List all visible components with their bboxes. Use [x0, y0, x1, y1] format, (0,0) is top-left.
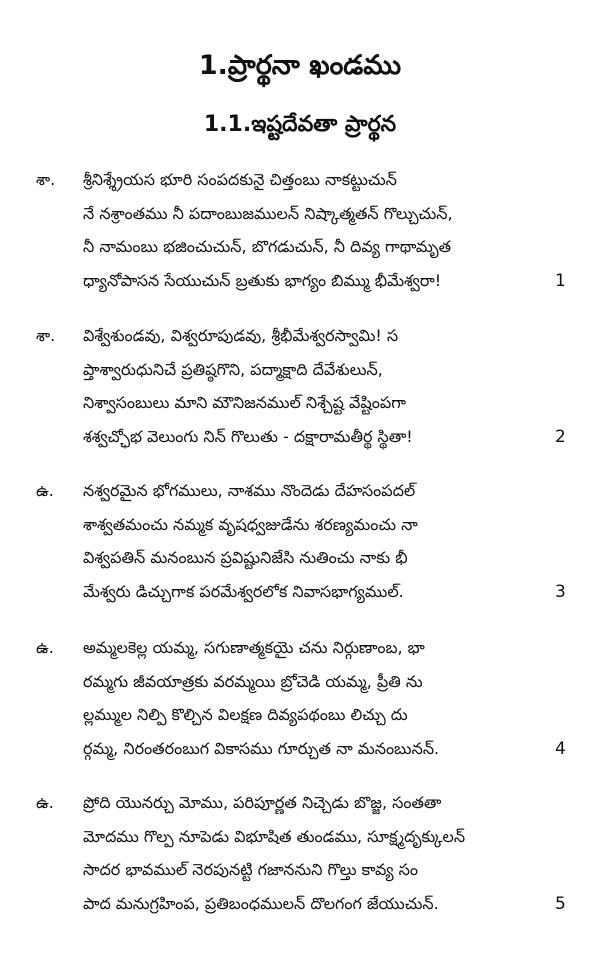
verse-number: 3 [555, 582, 566, 602]
verse-line: పాద మనుగ్రహింప, ప్రతిబంధములన్ దొలగంగ జేయుచున్. [83, 894, 439, 913]
section-subtitle: 1.1.ఇష్టదేవతా ప్రార్థన [203, 112, 397, 137]
verse-line: ప్తాశ్వారుధునిచే ప్రతిష్ఠగొని, పద్మాక్షాది దేవేశులున్, [83, 360, 383, 379]
verse-line: శాశ్వతమంచు నమ్మక వృషధ్వజుడేను శరణ్యమంచు నా [83, 515, 418, 534]
verse-number: 5 [555, 894, 566, 914]
verse-line: శశ్వచ్ఛోభ వెలుంగు నిన్ గొలుతు - దక్షారామతీర్థ స్థితా! [83, 427, 413, 446]
verse-number: 2 [555, 427, 566, 447]
verse-line: విశ్వపతిన్ మనంబున ప్రవిష్టునిజేసి నుతించు నాకు భీ [83, 548, 408, 567]
verse-line: సాదర భావముల్ నెరపునట్టి గజాననుని గొల్తు కావ్య సం [83, 860, 419, 879]
verse-line: నిశ్వాసంబులు మాని మౌనిజనముల్ నిశ్చేష్ట వేష్టింపగా [83, 393, 406, 412]
verse-meter: ఉ. [36, 793, 54, 812]
page-title: 1.ప్రార్థనా ఖండము [198, 50, 402, 81]
verse-line: అమ్మలకెల్ల యమ్మ, సగుణాత్మకయై చను నిర్గుణాంబ, భా [83, 638, 425, 657]
verse-line: శ్రీనిశ్శ్రేయస భూరి సంపదకునై చిత్తంబు నాకట్టుచున్ [83, 170, 397, 189]
verse-line: ర్గమ్మ, నిరంతరంబుగ వికాసము గూర్చుత నా మనంబునన్. [83, 739, 440, 758]
verse-line: ల్లమ్ముల నిల్పి కొల్చిన విలక్షణ దివ్యపథంబు లిచ్చు దు [83, 705, 408, 724]
verse-line: మేశ్వరు డిచ్చుగాక పరమేశ్వరలోక నివాసభాగ్యముల్. [83, 582, 404, 601]
verse-line: నే నశ్రాంతము నీ పదాంబుజములన్ నిష్కాత్మతన్ గొల్చుచున్, [83, 204, 453, 223]
verse-line: నీ నామంబు భజించుచున్, బొగడుచున్, నీ దివ్య గాథామృత [83, 237, 452, 256]
verse-meter: ఉ. [36, 481, 54, 500]
verse-number: 4 [555, 739, 566, 759]
verse-meter: శా. [36, 170, 56, 189]
verse-line: మోదము గొల్ప నూపెడు విభూషిత తుండము, సూక్ష్మదృక్కులన్ [83, 827, 466, 846]
verse-line: రమ్మగు జీవయాత్రకు వరమ్మయి బ్రోచెడి యమ్మ, ప్రీతి ను [83, 672, 423, 691]
verse-line: విశ్వేశుండవు, విశ్వరూపుడవు, శ్రీభీమేశ్వరస్వామి! స [83, 326, 399, 345]
verse-line: ప్రోది యొనర్చు మోము, పరిపూర్ణత నిచ్చెడు బొజ్జ, సంతతా [83, 793, 442, 812]
verse-number: 1 [555, 271, 566, 291]
verse-meter: ఉ. [36, 638, 54, 657]
verse-meter: శా. [36, 326, 56, 345]
verse-line: ధ్యానోపాసన సేయుచున్ బ్రతుకు భాగ్యం బిమ్ము భీమేశ్వరా! [83, 271, 442, 290]
verse-line: నశ్వరమైన భోగములు, నాశము నొందెడు దేహసంపదల్ [83, 481, 416, 500]
